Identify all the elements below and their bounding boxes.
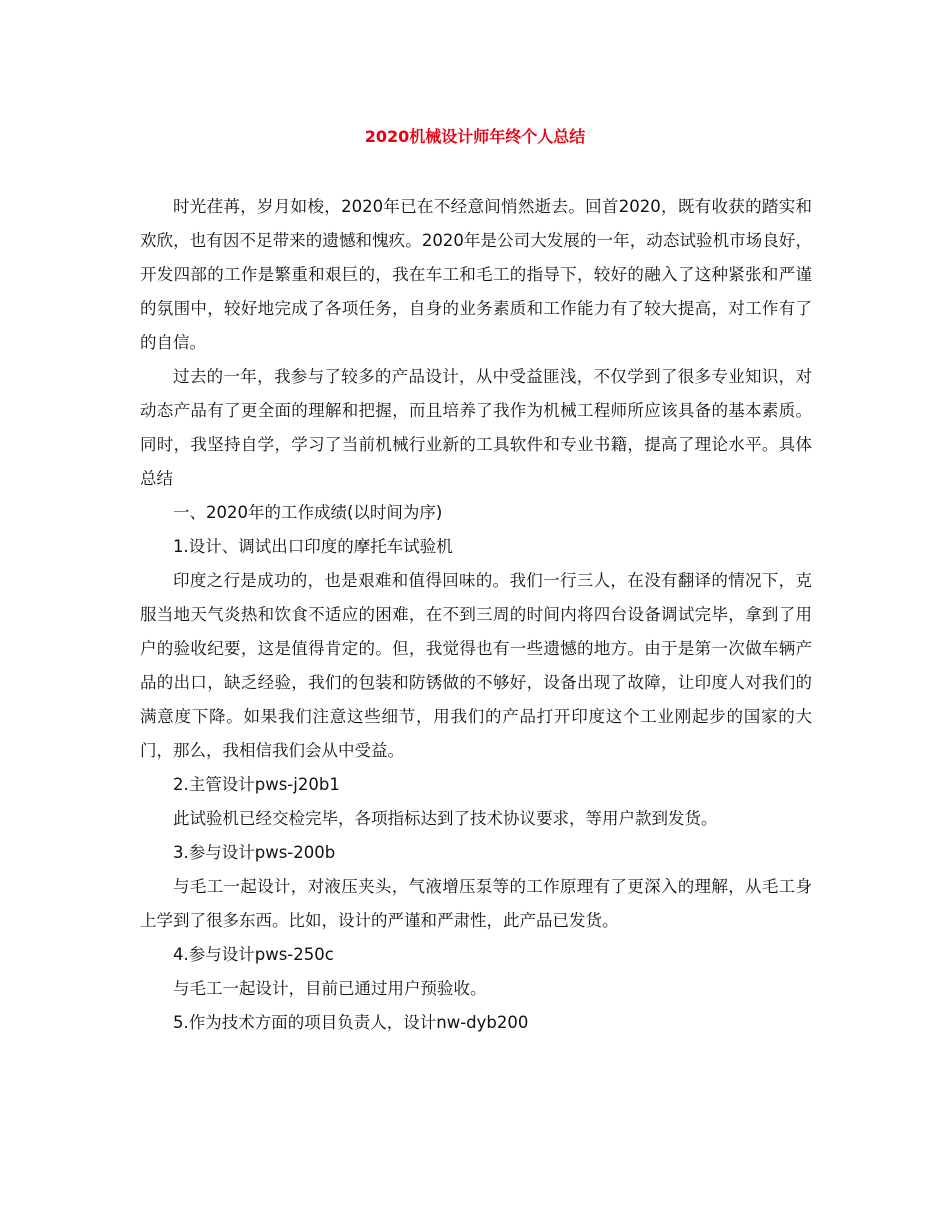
paragraph-item-3: 与毛工一起设计，对液压夹头，气液增压泵等的工作原理有了更深入的理解，从毛工身上学到了很多东西。比如，设计的严谨和严肃性，此产品已发货。 xyxy=(140,877,812,930)
paragraph-item-4: 与毛工一起设计，目前已通过用户预验收。 xyxy=(173,979,487,998)
item-heading-2: 2.主管设计pws-j20b1 xyxy=(173,775,340,794)
document-body xyxy=(140,190,812,1040)
paragraph-item-2: 此试验机已经交检完毕，各项指标达到了技术协议要求，等用户款到发货。 xyxy=(173,809,718,828)
paragraph-past-year: 过去的一年，我参与了较多的产品设计，从中受益匪浅，不仅学到了很多专业知识，对动态产品有了更全面的理解和把握，而且培养了我作为机械工程师所应该具备的基本素质。同时，我坚持自学，学习了当前机械行业新的工具软件和专业书籍，提高了理论水平。具体总结 xyxy=(140,367,812,488)
item-heading-3: 3.参与设计pws-200b xyxy=(173,843,336,862)
item-heading-5: 5.作为技术方面的项目负责人，设计nw-dyb200 xyxy=(173,1013,529,1032)
paragraph-intro: 时光荏苒，岁月如梭，2020年已在不经意间悄然逝去。回首2020，既有收获的踏实和欢欣，也有因不足带来的遗憾和愧疚。2020年是公司大发展的一年，动态试验机市场良好，开发四部的工作是繁重和艰巨的，我在车工和毛工的指导下，较好的融入了这种紧张和严谨的氛围中，较好地完成了各项任务，自身的业务素质和工作能力有了较大提高，对工作有了的自信。 xyxy=(140,197,812,352)
item-heading-4: 4.参与设计pws-250c xyxy=(173,945,334,964)
item-heading-1: 1.设计、调试出口印度的摩托车试验机 xyxy=(173,537,453,556)
section-heading-achievements: 一、2020年的工作成绩(以时间为序) xyxy=(173,503,443,522)
paragraph-india-trip: 印度之行是成功的，也是艰难和值得回味的。我们一行三人，在没有翻译的情况下，克服当地天气炎热和饮食不适应的困难，在不到三周的时间内将四台设备调试完毕，拿到了用户的验收纪要，这是值得肯定的。但，我觉得也有一些遗憾的地方。由于是第一次做车辆产品的出口，缺乏经验，我们的包装和防锈做的不够好，设备出现了故障，让印度人对我们的满意度下降。如果我们注意这些细节，用我们的产品打开印度这个工业刚起步的国家的大门，那么，我相信我们会从中受益。 xyxy=(140,571,812,760)
document-title: 2020机械设计师年终个人总结 xyxy=(364,127,586,146)
